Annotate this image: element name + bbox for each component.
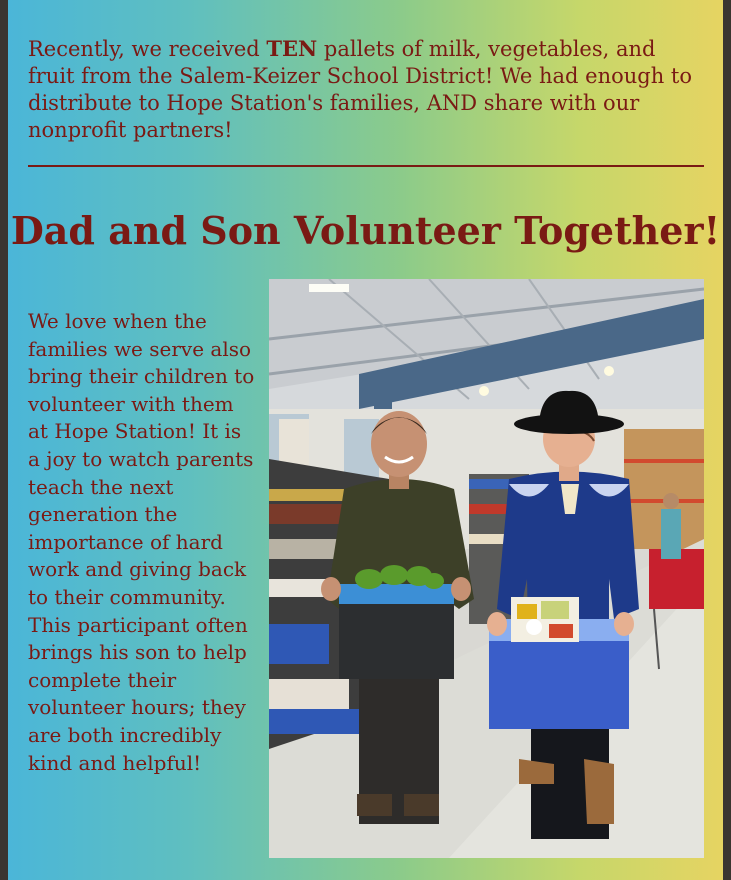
section-heading: Dad and Son Volunteer Together! (10, 208, 721, 253)
intro-text-start: Recently, we received (28, 37, 267, 61)
volunteer-photo (269, 279, 704, 858)
story-paragraph: We love when the families we serve also bring their children to volunteer with them at Hope Station! It is a joy to watch parents teach the next generation the importance of hard work and giving back to their community. This participant often brings his son to help complete their volunteer hours; they are both incredibly kind and helpful! (28, 309, 255, 775)
intro-paragraph (28, 35, 698, 144)
volunteer-photo-illustration (269, 279, 704, 858)
intro-bold-count: TEN (266, 36, 318, 61)
newsletter-panel (8, 0, 723, 880)
section-divider (28, 165, 704, 167)
intro-text-end: pallets of milk, vegetables, and fruit from the Salem-Keizer School District! We had enough to distribute to Hope Station's families, AND share with our nonprofit partners! (28, 37, 692, 142)
